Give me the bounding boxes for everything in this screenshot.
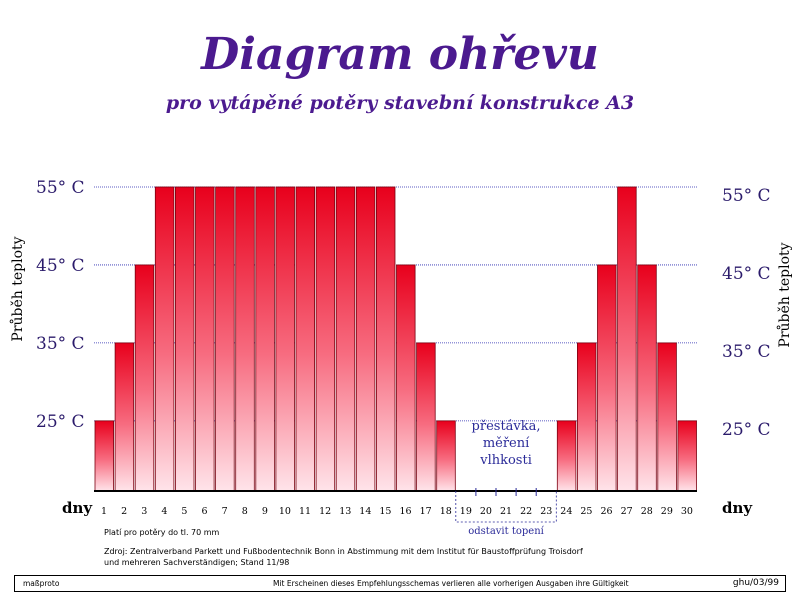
footer-left: maßproto xyxy=(23,579,60,588)
x-tick-label-day-24: 24 xyxy=(560,506,573,517)
x-tick-label-day-30: 30 xyxy=(680,506,693,517)
x-tick-label-day-29: 29 xyxy=(660,506,673,517)
bar-day-10 xyxy=(276,187,295,491)
x-tick-label-day-28: 28 xyxy=(640,506,653,517)
x-axis-title-left: dny xyxy=(62,499,93,517)
x-tick-label-day-21: 21 xyxy=(500,506,513,517)
bar-day-15 xyxy=(376,187,395,491)
bar-day-1 xyxy=(95,421,114,491)
break-label-line: měření xyxy=(482,436,530,451)
x-tick-label-day-5: 5 xyxy=(181,506,188,517)
bar-day-16 xyxy=(397,265,416,491)
bar-day-25 xyxy=(577,343,596,491)
x-tick-label-day-23: 23 xyxy=(540,506,553,517)
bar-day-28 xyxy=(638,265,657,491)
bar-day-3 xyxy=(135,265,154,491)
x-tick-label-day-1: 1 xyxy=(101,506,108,517)
break-caption: odstavit topení xyxy=(468,526,544,537)
y-tick-label-right: 25° C xyxy=(722,419,771,440)
y-tick-label-left: 45° C xyxy=(36,255,85,276)
bar-day-18 xyxy=(437,421,456,491)
bar-day-6 xyxy=(196,187,215,491)
x-tick-label-day-2: 2 xyxy=(121,506,128,517)
x-tick-label-day-20: 20 xyxy=(479,506,492,517)
y-axis-title-right: Průběh teploty xyxy=(777,242,793,348)
x-tick-label-day-19: 19 xyxy=(459,506,472,517)
source-note-line2: und mehreren Sachverständigen; Stand 11/98 xyxy=(104,558,290,567)
bar-day-29 xyxy=(658,343,677,491)
y-tick-label-left: 35° C xyxy=(36,333,85,354)
x-tick-label-day-27: 27 xyxy=(620,506,633,517)
x-tick-label-day-9: 9 xyxy=(261,506,268,517)
x-tick-label-day-6: 6 xyxy=(201,506,208,517)
x-tick-label-day-10: 10 xyxy=(278,506,291,517)
bar-day-4 xyxy=(155,187,174,491)
bar-day-30 xyxy=(678,421,697,491)
x-tick-label-day-13: 13 xyxy=(339,506,352,517)
x-tick-label-day-11: 11 xyxy=(299,506,312,517)
bar-day-26 xyxy=(598,265,617,491)
break-label-line: vlhkosti xyxy=(480,453,532,468)
x-tick-label-day-22: 22 xyxy=(520,506,533,517)
bar-day-17 xyxy=(417,343,436,491)
y-tick-label-right: 55° C xyxy=(722,185,771,206)
x-tick-label-day-17: 17 xyxy=(419,506,432,517)
bars xyxy=(95,187,697,491)
bar-day-27 xyxy=(618,187,637,491)
footer-center: Mit Erscheinen dieses Empfehlungsschemas verlieren alle vorherigen Ausgaben ihre Gültigkeit xyxy=(273,579,629,588)
bar-day-13 xyxy=(336,187,355,491)
y-tick-label-right: 45° C xyxy=(722,263,771,284)
bar-day-2 xyxy=(115,343,134,491)
x-tick-label-day-18: 18 xyxy=(439,506,452,517)
x-tick-label-day-26: 26 xyxy=(600,506,613,517)
x-tick-label-day-15: 15 xyxy=(379,506,392,517)
page-subtitle: pro vytápěné potěry stavební konstrukce A3 xyxy=(165,92,635,114)
x-tick-label-day-4: 4 xyxy=(161,506,168,517)
validity-note: Platí pro potěry do tl. 70 mm xyxy=(104,528,220,537)
y-tick-label-left: 25° C xyxy=(36,411,85,432)
footer-right: ghu/03/99 xyxy=(732,578,779,588)
x-tick-label-day-7: 7 xyxy=(221,506,228,517)
break-label-line: přestávka, xyxy=(471,419,541,434)
bar-day-5 xyxy=(175,187,194,491)
y-tick-label-left: 55° C xyxy=(36,177,85,198)
x-tick-label-day-16: 16 xyxy=(399,506,412,517)
x-tick-label-day-8: 8 xyxy=(241,506,248,517)
page-title: Diagram ohřevu xyxy=(201,29,599,80)
x-tick-label-day-25: 25 xyxy=(580,506,593,517)
bar-day-7 xyxy=(216,187,235,491)
bar-day-12 xyxy=(316,187,335,491)
footer-bar xyxy=(14,575,786,592)
x-tick-label-day-14: 14 xyxy=(359,506,372,517)
source-note-line1: Zdroj: Zentralverband Parkett und Fußbodentechnik Bonn in Abstimmung mit dem Institut für Baustoffprüfung Troisdorf xyxy=(104,547,583,556)
x-tick-label-day-12: 12 xyxy=(319,506,332,517)
bar-day-9 xyxy=(256,187,275,491)
bar-day-24 xyxy=(557,421,576,491)
bar-day-14 xyxy=(356,187,375,491)
bar-day-11 xyxy=(296,187,315,491)
y-tick-label-right: 35° C xyxy=(722,341,771,362)
y-axis-title-left: Průběh teploty xyxy=(10,236,26,342)
x-axis-title-right: dny xyxy=(722,499,753,517)
bar-day-8 xyxy=(236,187,255,491)
x-tick-label-day-3: 3 xyxy=(141,506,148,517)
